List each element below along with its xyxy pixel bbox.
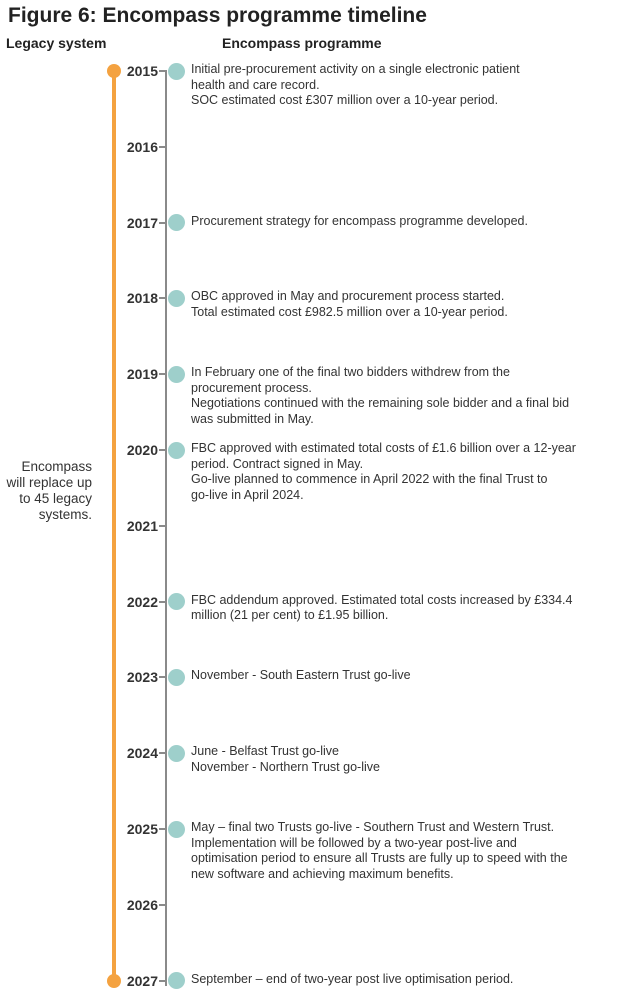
year-label-2022: 2022 <box>126 593 158 610</box>
event-line: November - Northern Trust go-live <box>191 759 380 774</box>
event-line: FBC approved with estimated total costs of £1.6 billion over a 12-year <box>191 441 576 455</box>
event-dot-2019 <box>168 366 185 383</box>
event-line: period. Contract signed in May. <box>191 456 364 471</box>
legacy-note: Encompass will replace up to 45 legacy systems. <box>6 459 92 522</box>
year-label-2027: 2027 <box>126 972 158 989</box>
event-line: go-live in April 2024. <box>191 487 304 502</box>
year-label-2015: 2015 <box>126 63 158 79</box>
year-label-2023: 2023 <box>126 669 158 686</box>
event-dot-2022 <box>168 593 185 610</box>
year-tick-2016 <box>159 146 167 148</box>
event-dot-2018 <box>168 290 185 307</box>
year-tick-2019 <box>159 373 167 375</box>
event-line: Initial pre-procurement activity on a single electronic patient <box>191 62 520 76</box>
encompass-programme-header: Encompass programme <box>222 35 382 51</box>
event-2023 <box>191 668 616 684</box>
event-dot-2024 <box>168 745 185 762</box>
year-tick-2020 <box>159 449 167 451</box>
event-line: In February one of the final two bidders withdrew from the <box>191 365 510 380</box>
year-label-2026: 2026 <box>126 896 158 913</box>
event-line: optimisation period to ensure all Trusts are fully up to speed with the <box>191 851 568 865</box>
event-line: procurement process. <box>191 380 312 395</box>
event-2020 <box>191 441 616 503</box>
event-2024 <box>191 744 616 775</box>
event-dot-2020 <box>168 442 185 459</box>
figure-title: Figure 6: Encompass programme timeline <box>8 4 427 27</box>
event-2027 <box>191 972 616 988</box>
event-line: May – final two Trusts go-live - Southern Trust and Western Trust. <box>191 820 555 834</box>
legacy-system-header: Legacy system <box>6 35 107 51</box>
event-dot-2025 <box>168 821 185 838</box>
event-line: Implementation will be followed by a two-year post-live and <box>191 835 517 850</box>
event-line: was submitted in May. <box>191 411 314 426</box>
event-line: new software and achieving maximum benefits. <box>191 866 454 881</box>
year-label-2018: 2018 <box>126 290 158 307</box>
event-line: Negotiations continued with the remaining sole bidder and a final bid <box>191 396 570 411</box>
event-2015 <box>191 62 616 109</box>
year-tick-2022 <box>159 601 167 603</box>
year-tick-2015 <box>159 70 167 72</box>
legacy-timeline-line <box>112 70 116 981</box>
year-label-2021: 2021 <box>126 517 158 534</box>
year-label-2024: 2024 <box>126 745 158 762</box>
event-line: SOC estimated cost £307 million over a 10-year period. <box>191 93 499 107</box>
event-line: Go-live planned to commence in April 2022 with the final Trust to <box>191 472 548 486</box>
year-label-2019: 2019 <box>126 366 158 383</box>
event-line: November - South Eastern Trust go-live <box>191 668 411 683</box>
event-dot-2027 <box>168 972 185 989</box>
encompass-timeline-line <box>165 70 167 986</box>
year-tick-2025 <box>159 828 167 830</box>
year-label-2017: 2017 <box>126 214 158 231</box>
year-tick-2018 <box>159 297 167 299</box>
year-label-2025: 2025 <box>126 821 158 837</box>
year-tick-2021 <box>159 525 167 527</box>
event-2019 <box>191 365 616 427</box>
event-2017 <box>191 214 616 230</box>
event-line: health and care record. <box>191 77 320 92</box>
event-2022 <box>191 593 616 624</box>
year-tick-2026 <box>159 904 167 906</box>
event-dot-2017 <box>168 214 185 231</box>
event-line: million (21 per cent) to £1.95 billion. <box>191 608 389 623</box>
year-label-2020: 2020 <box>126 442 158 458</box>
event-line: Total estimated cost £982.5 million over a 10-year period. <box>191 304 508 319</box>
year-tick-2024 <box>159 752 167 754</box>
year-tick-2027 <box>159 980 167 982</box>
year-tick-2017 <box>159 222 167 224</box>
year-tick-2023 <box>159 676 167 678</box>
event-dot-2015 <box>168 63 185 80</box>
event-line: Procurement strategy for encompass programme developed. <box>191 213 528 228</box>
year-label-2016: 2016 <box>126 138 158 155</box>
event-line: OBC approved in May and procurement process started. <box>191 289 505 304</box>
event-2018 <box>191 289 616 320</box>
event-line: June - Belfast Trust go-live <box>191 744 339 759</box>
event-dot-2023 <box>168 669 185 686</box>
event-line: FBC addendum approved. Estimated total costs increased by £334.4 <box>191 592 573 607</box>
event-2025 <box>191 820 616 882</box>
event-line: September – end of two-year post live optimisation period. <box>191 971 514 986</box>
